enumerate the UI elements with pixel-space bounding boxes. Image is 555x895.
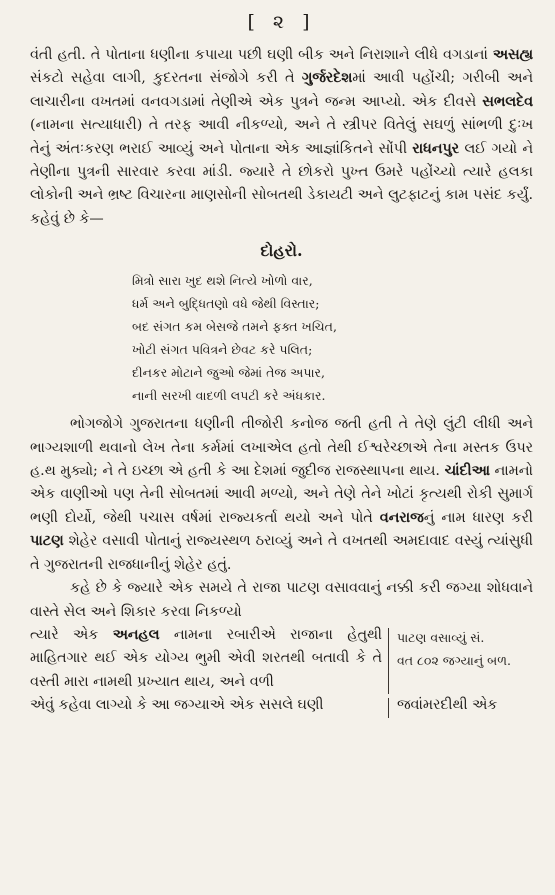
- text-run: શેહેર વસાવી પોતાનું રાજ્યસ્થળ ઠરાવ્યું અને તે વખતથી અમદાવાદ વસ્યું ત્યાંસુધી તે ગુજરાતની રાજધાનીનું શેહેર હતું.: [30, 533, 533, 573]
- paragraph-3-intro: કહે છે કે જ્યારે એક સમયે તે રાજા પાટણ વસાવવાનું નક્કી કરી જગ્યા શોધવાને વાસ્તે સેલ અને શિકાર કરવા નિકળ્યો: [30, 580, 533, 620]
- verse-line: મિત્રો સારા ખુદ થશે નિત્યે ખોળો વાર,: [132, 273, 313, 289]
- paragraph-3-with-sidenote: [30, 624, 533, 694]
- paragraph-2: [30, 413, 533, 577]
- bold-term: અસહ્ય: [492, 47, 533, 63]
- verse-line: ખોટી સંગત પવિત્રને છેવટ કરે પલિત;: [132, 342, 313, 358]
- bold-term: સભલદેવ: [482, 93, 533, 110]
- paragraph-1: [30, 44, 533, 231]
- verse-line: નાની સરખી વાદળી લપટી કરે અંધકાર.: [132, 388, 326, 404]
- text-run: નામનો એક વાણીઓ પણ તેની સોબતમાં આવી મળ્યો, અને તેણે તેને ખોટાં કૃત્યથી રોકી સુમાર્ગ ભણી દોર્યો, જેથી પચાસ વર્ષમાં રાજ્યકર્તા થયો અને પોતે: [30, 463, 533, 526]
- bold-term: ગુર્જરદેશ: [301, 70, 353, 87]
- paragraph-3-last-line: [30, 694, 533, 717]
- text-run: માં આવી પહોંચી; ગરીબી અને લાચારીના વખતમાં વનવગડામાં તેણીએ એક પુત્રને જન્મ આપ્યો. એક દીવસે: [30, 70, 533, 110]
- last-line-right: જવાંમરદીથી એક: [397, 697, 498, 714]
- verse-heading: દોહરો.: [260, 241, 303, 261]
- margin-sidenote: [397, 624, 533, 694]
- bold-term: વનરાજ: [379, 509, 424, 526]
- text-run: નું નામ ધારણ કરી: [423, 509, 534, 526]
- text-run: નામના રબારીએ રાજાના હેતુથી માહિતગાર થઈ એક યોગ્ય ભુમી એવી શરતથી બતાવી કે તે વસ્તી મારા નામથી પ્રખ્યાત થાય, અને વળી: [30, 626, 382, 690]
- bold-term: ચાંદીઆ: [444, 463, 490, 480]
- text-run: ભોગજોગે ગુજરાતના ધણીની તીજોરી કનોજ જતી હતી તે તેણે લુંટી લીધી અને ભાગ્યશાળી થવાનો લેખ તેના કર્મમાં લખાએલ હતો તેથી ઈશ્વરેચ્છાએ તેના મસ્તક ઉપર હ.થ મુક્યો; ને તે ઇચ્છા એ હતી કે આ દેશમાં જુદીજ રાજસ્થાપના થાય.: [30, 416, 533, 480]
- bold-term: પાટણ: [30, 533, 64, 550]
- text-run: લઈ ગયો ને તેણીના પુત્રની સારવાર કરવા માંડી. જ્યારે તે છોકરો પુખ્ત ઉમરે પહોંચ્યો ત્યારે હલકા લોકોની અને ભ્રષ્ટ વિચારના માણસોની સોબતથી ડેકાયટી અને લુટફાટનું કામ પસંદ કર્યું. કહેવું છે કે—: [30, 140, 534, 227]
- text-run: વંતી હતી. તે પોતાના ધણીના કપાયા પછી ઘણી બીક અને નિરાશાને લીધે વગડાનાં: [30, 47, 493, 63]
- verse-line: ધર્મ અને બુદ્ધિતણો વધે જેથી વિસ્તાર;: [132, 296, 320, 312]
- verse-block: [30, 269, 533, 407]
- sidenote-divider: [388, 698, 389, 717]
- bold-term: રાધનપુર: [412, 140, 460, 157]
- bold-term: અનહલ: [112, 626, 160, 643]
- text-run: સંકટો સહેવા લાગી, કુદરતના સંજોગે કરી તે: [30, 70, 302, 87]
- sidenote-line: પાટણ વસાવ્યું સં.: [397, 629, 485, 645]
- verse-line: બદ સંગત કમ બેસજે તમને ફક્ત ખચિત,: [132, 319, 337, 335]
- sidenote-divider: [388, 628, 389, 694]
- paragraph-3-tail: [30, 624, 382, 694]
- page-number: [ ૨ ]: [247, 11, 316, 33]
- text-run: ત્યારે એક: [30, 626, 113, 643]
- text-run: (નામના સત્યાધારી) તે તરફ આવી નીકળ્યો, અને તે સ્ત્રીપર વિતેલું સઘળું સાંભળી દુઃખ તેનું અંતઃકરણ ભરાઈ આવ્યું અને પોતાના એક આજ્ઞાંકિતને સોંપી: [30, 117, 533, 157]
- sidenote-line: વત ૮૦૨ જગ્યાનું બળ.: [397, 653, 511, 669]
- verse-line: દીનકર મોટાને જુઓ જેમાં તેજ અપાર,: [132, 365, 325, 381]
- last-line-left: એવું કહેવા લાગ્યો કે આ જગ્યાએ એક સસલે ઘણી: [30, 697, 324, 714]
